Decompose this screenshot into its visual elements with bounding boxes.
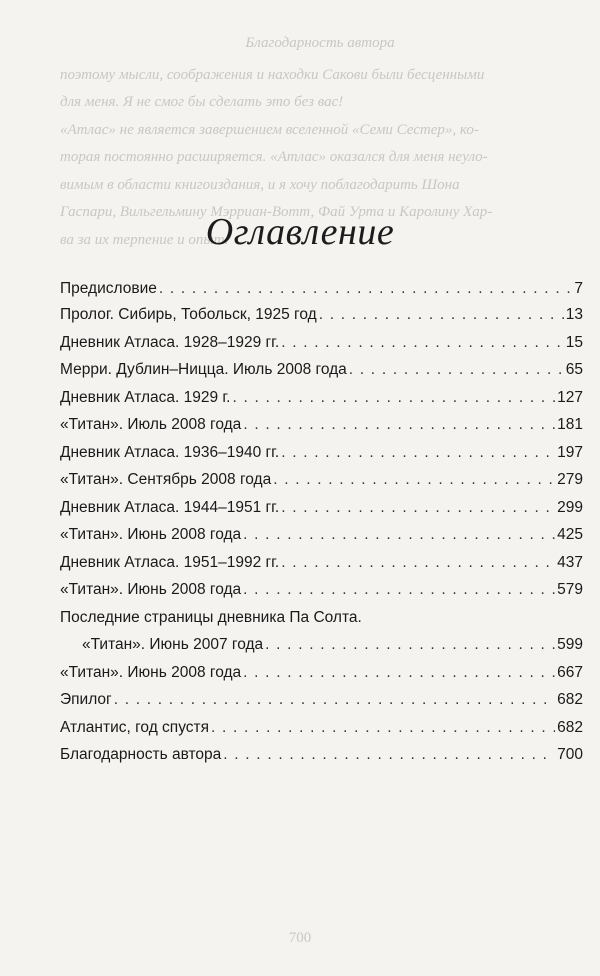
toc-entry-page: 299 bbox=[557, 498, 583, 516]
toc-leader-dots bbox=[243, 526, 555, 544]
toc-entry[interactable] bbox=[60, 389, 583, 417]
toc-entry-title: «Титан». Июнь 2008 года bbox=[60, 581, 242, 598]
toc-entry-page: 197 bbox=[557, 443, 583, 461]
toc-entry-page: 682 bbox=[557, 718, 583, 736]
toc-entry-title: Эпилог bbox=[60, 691, 112, 708]
toc-entry-title: Дневник Атласа. 1928–1929 гг. bbox=[60, 333, 280, 351]
toc-leader-dots bbox=[243, 664, 555, 682]
toc-entry-page: 279 bbox=[557, 471, 583, 488]
toc-entry-page: 7 bbox=[574, 280, 583, 297]
toc-entry[interactable] bbox=[60, 526, 583, 554]
bleed-line: Гаспари, Вильгельмину Мэрриан-Вотт, Фай Урта и Каролину Хар- bbox=[60, 204, 493, 220]
toc-entry-page: 599 bbox=[557, 636, 583, 653]
toc-leader-dots bbox=[265, 636, 555, 654]
toc-leader-dots bbox=[281, 499, 555, 517]
toc-leader-dots bbox=[232, 389, 555, 407]
toc-title: Оглавление bbox=[205, 211, 395, 253]
bleed-line: «Атлас» не является завершением вселенной «Семи Сестер», ко- bbox=[60, 121, 479, 138]
toc-entry-title: «Титан». Июнь 2008 года bbox=[60, 663, 242, 681]
toc-entry-title: Последние страницы дневника Па Солта. bbox=[60, 608, 362, 626]
toc-entry-title: Атлантис, год спустя bbox=[60, 718, 210, 736]
toc-leader-dots bbox=[243, 416, 555, 434]
toc-entry-title: «Титан». Июль 2008 года bbox=[60, 416, 242, 433]
bleed-page-number: 700 bbox=[288, 930, 312, 946]
toc-entry[interactable] bbox=[60, 280, 583, 306]
toc-entry-title: Дневник Атласа. 1944–1951 гг. bbox=[60, 498, 280, 516]
toc-entry-page: 579 bbox=[557, 581, 583, 598]
toc-leader-dots bbox=[114, 691, 555, 709]
toc-entry[interactable] bbox=[60, 636, 583, 664]
toc-entry-title: Мерри. Дублин–Ницца. Июль 2008 года bbox=[60, 361, 347, 378]
toc-entry-title: Дневник Атласа. 1951–1992 гг. bbox=[60, 553, 280, 571]
toc-leader-dots bbox=[349, 361, 564, 379]
toc-entry-page: 437 bbox=[557, 553, 583, 571]
toc-entry-page: 15 bbox=[565, 333, 583, 351]
toc-entry-title: «Титан». Июнь 2007 года bbox=[82, 636, 264, 653]
toc-leader-dots bbox=[281, 444, 555, 462]
toc-entry-title: Дневник Атласа. 1936–1940 гг. bbox=[60, 443, 280, 461]
toc-entry[interactable] bbox=[60, 554, 583, 582]
toc-leader-dots bbox=[159, 280, 573, 298]
toc-leader-dots bbox=[281, 554, 555, 572]
toc-entry[interactable] bbox=[60, 581, 583, 609]
toc-entry-page: 700 bbox=[557, 746, 583, 763]
bleed-header: Благодарность автора bbox=[245, 35, 395, 51]
toc-leader-dots bbox=[223, 746, 555, 764]
toc-entry-title: Дневник Атласа. 1929 г. bbox=[60, 388, 231, 406]
toc-entry-page: 682 bbox=[557, 691, 583, 708]
toc-entry-title: Пролог. Сибирь, Тобольск, 1925 год bbox=[60, 306, 317, 323]
toc-leader-dots bbox=[281, 334, 564, 352]
toc-entry[interactable] bbox=[60, 334, 583, 362]
toc-entry[interactable] bbox=[60, 746, 583, 774]
toc-entry[interactable] bbox=[60, 471, 583, 499]
toc-entry-page: 13 bbox=[565, 306, 583, 323]
toc-entry-title: «Титан». Июнь 2008 года bbox=[60, 526, 242, 543]
toc-entry-title: Благодарность автора bbox=[60, 746, 222, 763]
bleed-line: вимым в области книгоиздания, и я хочу поблагодарить Шона bbox=[60, 176, 460, 193]
toc-leader-dots bbox=[319, 306, 564, 324]
toc-entry-page: 127 bbox=[557, 388, 583, 406]
bleed-line: поэтому мысли, соображения и находки Сакови были бесценными bbox=[60, 66, 485, 83]
toc-entry[interactable] bbox=[60, 499, 583, 527]
table-of-contents bbox=[60, 280, 583, 774]
toc-entry[interactable] bbox=[60, 306, 583, 334]
toc-entry[interactable] bbox=[60, 664, 583, 692]
toc-entry-page: 65 bbox=[565, 361, 583, 378]
toc-leader-dots bbox=[243, 581, 555, 599]
bleed-line: торая постоянно расширяется. «Атлас» оказался для меня неуло- bbox=[60, 149, 488, 165]
toc-entry-page: 181 bbox=[557, 416, 583, 433]
toc-entry-title: «Титан». Сентябрь 2008 года bbox=[60, 471, 272, 488]
toc-entry[interactable] bbox=[60, 719, 583, 747]
toc-entry[interactable] bbox=[60, 361, 583, 389]
bleed-line: для меня. Я не смог бы сделать это без вас! bbox=[60, 94, 344, 110]
toc-entry[interactable] bbox=[60, 444, 583, 472]
toc-leader-dots bbox=[273, 471, 555, 489]
bleed-line: ва за их терпение и опыт. bbox=[60, 231, 229, 248]
toc-entry-page: 425 bbox=[557, 526, 583, 543]
toc-leader-dots bbox=[211, 719, 555, 737]
toc-entry-title: Предисловие bbox=[60, 280, 157, 297]
toc-section-heading bbox=[60, 609, 583, 637]
toc-entry[interactable] bbox=[60, 691, 583, 719]
toc-entry[interactable] bbox=[60, 416, 583, 444]
toc-entry-page: 667 bbox=[557, 663, 583, 681]
